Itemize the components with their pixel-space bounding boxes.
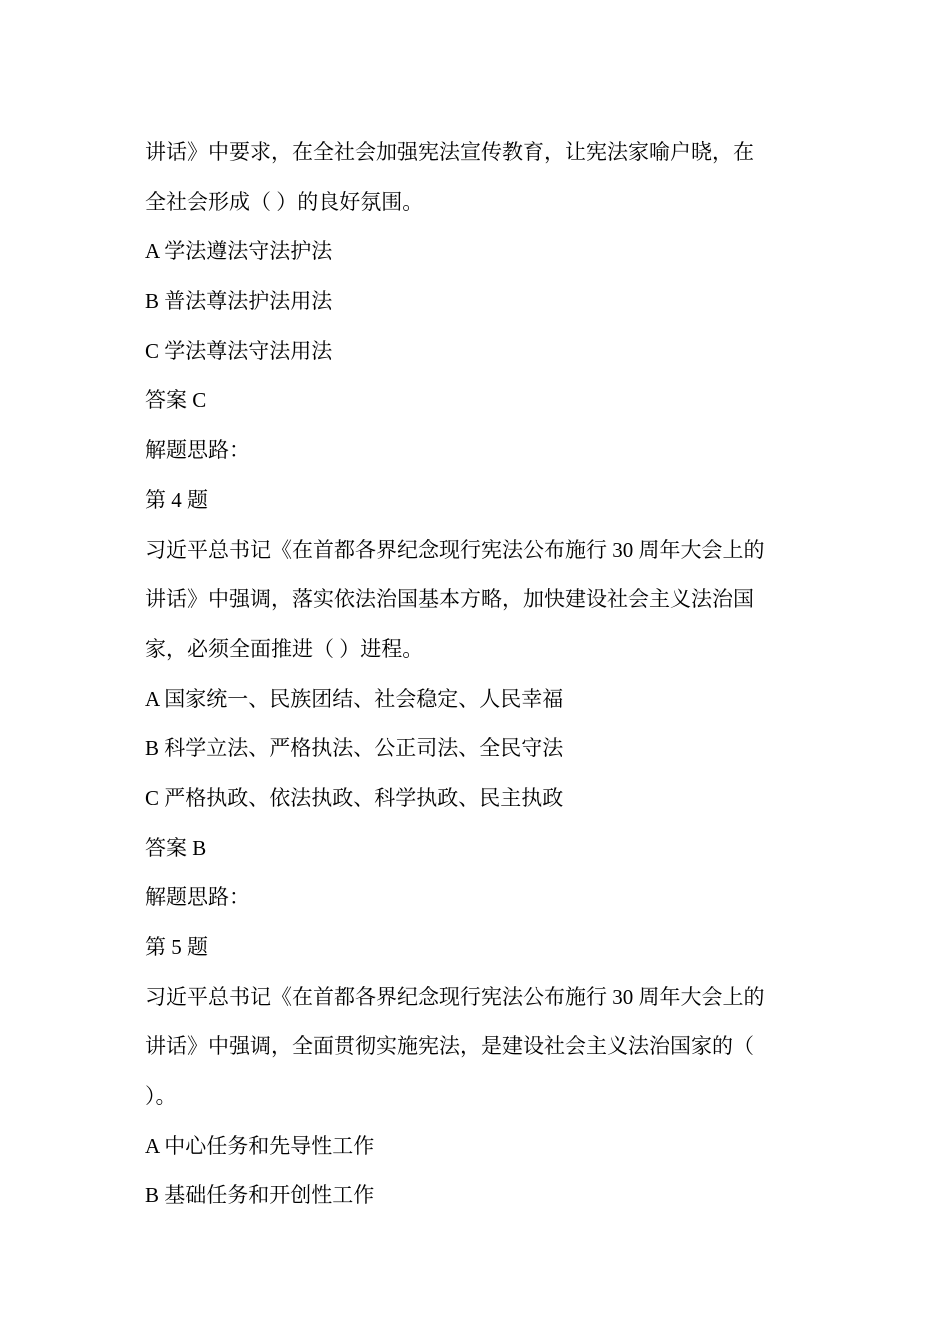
question-5-stem-line-2: 讲话》中强调，全面贯彻实施宪法，是建设社会主义法治国家的（ [145,1034,754,1059]
question-3-option-a: A 学法遵法守法护法 [145,239,333,264]
question-3-stem-line-1: 讲话》中要求，在全社会加强宪法宣传教育，让宪法家喻户晓，在 [145,140,754,164]
question-4-option-b: B 科学立法、严格执法、公正司法、全民守法 [145,736,564,761]
document-body [145,128,810,1221]
question-5-stem-line-1: 习近平总书记《在首都各界纪念现行宪法公布施行 30 周年大会上的 [145,984,765,1009]
question-3-option-b: B 普法尊法护法用法 [145,289,333,314]
question-4-option-a: A 国家统一、民族团结、社会稳定、人民幸福 [145,686,564,711]
question-4-option-c: C 严格执政、依法执政、科学执政、民主执政 [145,785,564,810]
question-4-stem-line-2: 讲话》中强调，落实依法治国基本方略，加快建设社会主义法治国 [145,587,754,612]
question-4-heading: 第 4 题 [145,487,208,512]
question-3-explanation-label: 解题思路： [145,438,250,463]
question-3-stem-line-2: 全社会形成（ ）的良好氛围。 [145,189,424,214]
question-5-option-a: A 中心任务和先导性工作 [145,1133,375,1158]
question-4-answer: 答案 B [145,835,207,860]
question-4-stem-line-3: 家，必须全面推进（ ）进程。 [145,636,424,661]
question-3-option-c: C 学法尊法守法用法 [145,338,333,363]
question-5-heading: 第 5 题 [145,935,208,959]
question-3-answer: 答案 C [145,388,207,413]
question-5-stem-line-3: ）。 [145,1084,177,1109]
question-5-option-b: B 基础任务和开创性工作 [145,1183,375,1208]
question-4-explanation-label: 解题思路： [145,885,250,910]
question-4-stem-line-1: 习近平总书记《在首都各界纪念现行宪法公布施行 30 周年大会上的 [145,537,765,562]
